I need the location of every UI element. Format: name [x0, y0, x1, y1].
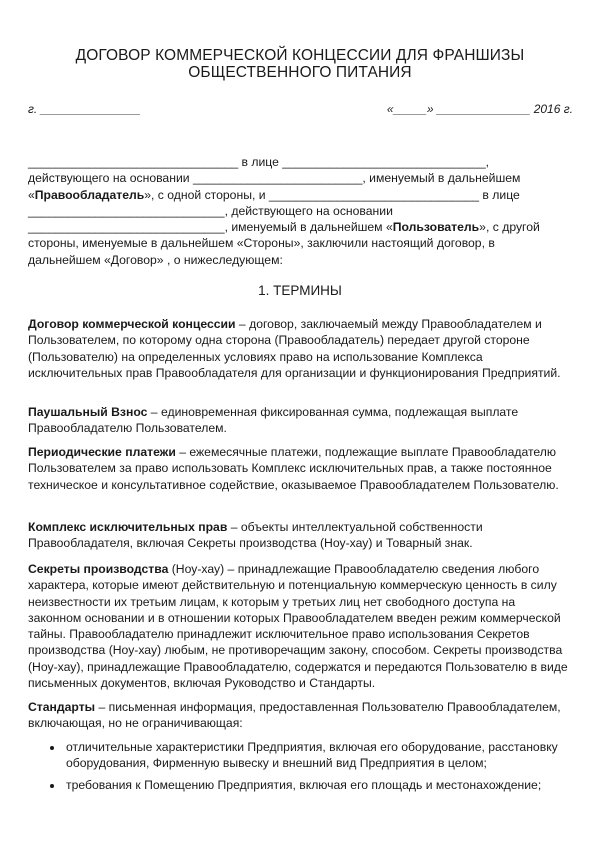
definition-text: – договор, заключаемый между Правообладателем и Пользователем, по которому одна сторона (Правообладатель) передает другой стороне (Пользователю) на определенных условиях право на использование Комплекса исключительных прав Правообладателя для организации и функционирования Предприятий.	[28, 317, 561, 380]
definition-term: Стандарты	[28, 700, 96, 714]
definition-text: (Ноу-хау) – принадлежащие Правообладателю сведения любого характера, которые имеют действительную и потенциальную коммерческую ценность в силу неизвестности их третьим лицам, к которым у третьих лиц нет свободного доступа на законном основании и в отношении которых Правообладателем введен режим коммерческой тайны. Правообладателю принадлежит исключительное право использования Секретов производства (Ноу-хау) любым, не противоречащим закону, способом. Секреты производства (Ноу-хау), принадлежащие Правообладателю, содержатся и передаются Пользователю в виде письменных документов, включая Руководство и Стандарты.	[28, 562, 568, 691]
parties-text-3: «	[28, 187, 35, 202]
party-rightholder: Правообладатель	[34, 187, 145, 202]
definition-item	[28, 444, 568, 493]
definition-term: Договор коммерческой концессии	[28, 317, 236, 331]
definition-term: Секреты производства	[28, 562, 169, 576]
place-field: г. _______________	[28, 102, 141, 116]
place-date-row	[28, 102, 573, 116]
date-field: «_____» ______________ 2016 г.	[386, 102, 573, 116]
definition-item	[28, 404, 568, 437]
definition-item	[28, 316, 568, 381]
definition-text: – объекты интеллектуальной собственности Правообладателя, включая Секреты производства (Ноу-хау) и Товарный знак.	[28, 520, 483, 551]
parties-text-2: действующего на основании _________________________, именуемый в дальнейшем	[28, 171, 521, 186]
title-line-1: ДОГОВОР КОММЕРЧЕСКОЙ КОНЦЕССИИ ДЛЯ ФРАНШИЗЫ	[75, 47, 525, 64]
definition-item	[28, 699, 568, 732]
parties-text-7: _____________________________, именуемый в дальнейшем «	[28, 220, 393, 235]
definition-item	[28, 519, 568, 552]
document-title	[0, 47, 600, 81]
parties-text-9: », с другой стороны, именуемые в дальнейшем «Стороны», заключили настоящий договор, в дальнейшем «Договор» , о нижеследующем:	[28, 220, 540, 267]
standards-bullet-list	[50, 739, 574, 798]
definition-text: – письменная информация, предоставленная Пользователю Правообладателем, включающая, но не ограничивающая:	[28, 700, 561, 731]
parties-text-1: _______________________________ в лице ______________________________,	[28, 155, 490, 169]
parties-paragraph	[28, 154, 568, 268]
definition-term: Комплекс исключительных прав	[28, 520, 228, 534]
definition-term: Периодические платежи	[28, 445, 176, 459]
section-heading-terms: 1. ТЕРМИНЫ	[258, 283, 342, 298]
parties-text-5: », с одной стороны, и _______________________________ в лице	[144, 187, 520, 202]
list-item: • отличительные характеристики Предприятия, включая его оборудование, расстановку оборудования, Фирменную вывеску и внешний вид Предприятия в целом;	[64, 739, 574, 772]
definition-item	[28, 561, 568, 691]
parties-text-6: _____________________________, действующего на основании	[28, 203, 393, 218]
title-line-2: ОБЩЕСТВЕННОГО ПИТАНИЯ	[188, 64, 412, 81]
list-item: • требования к Помещению Предприятия, включая его площадь и местонахождение;	[64, 777, 574, 793]
party-user: Пользователь	[392, 220, 480, 235]
definition-text: – ежемесячные платежи, подлежащие выплате Правообладателю Пользователем за право использовать Комплекс исключительных прав, а также постоянное техническое и консультативное содействие, оказываемое Правообладателем Пользователю.	[28, 445, 559, 492]
definition-term: Паушальный Взнос	[28, 405, 148, 419]
definition-text: – единовременная фиксированная сумма, подлежащая выплате Правообладателю Пользователем.	[28, 405, 519, 436]
